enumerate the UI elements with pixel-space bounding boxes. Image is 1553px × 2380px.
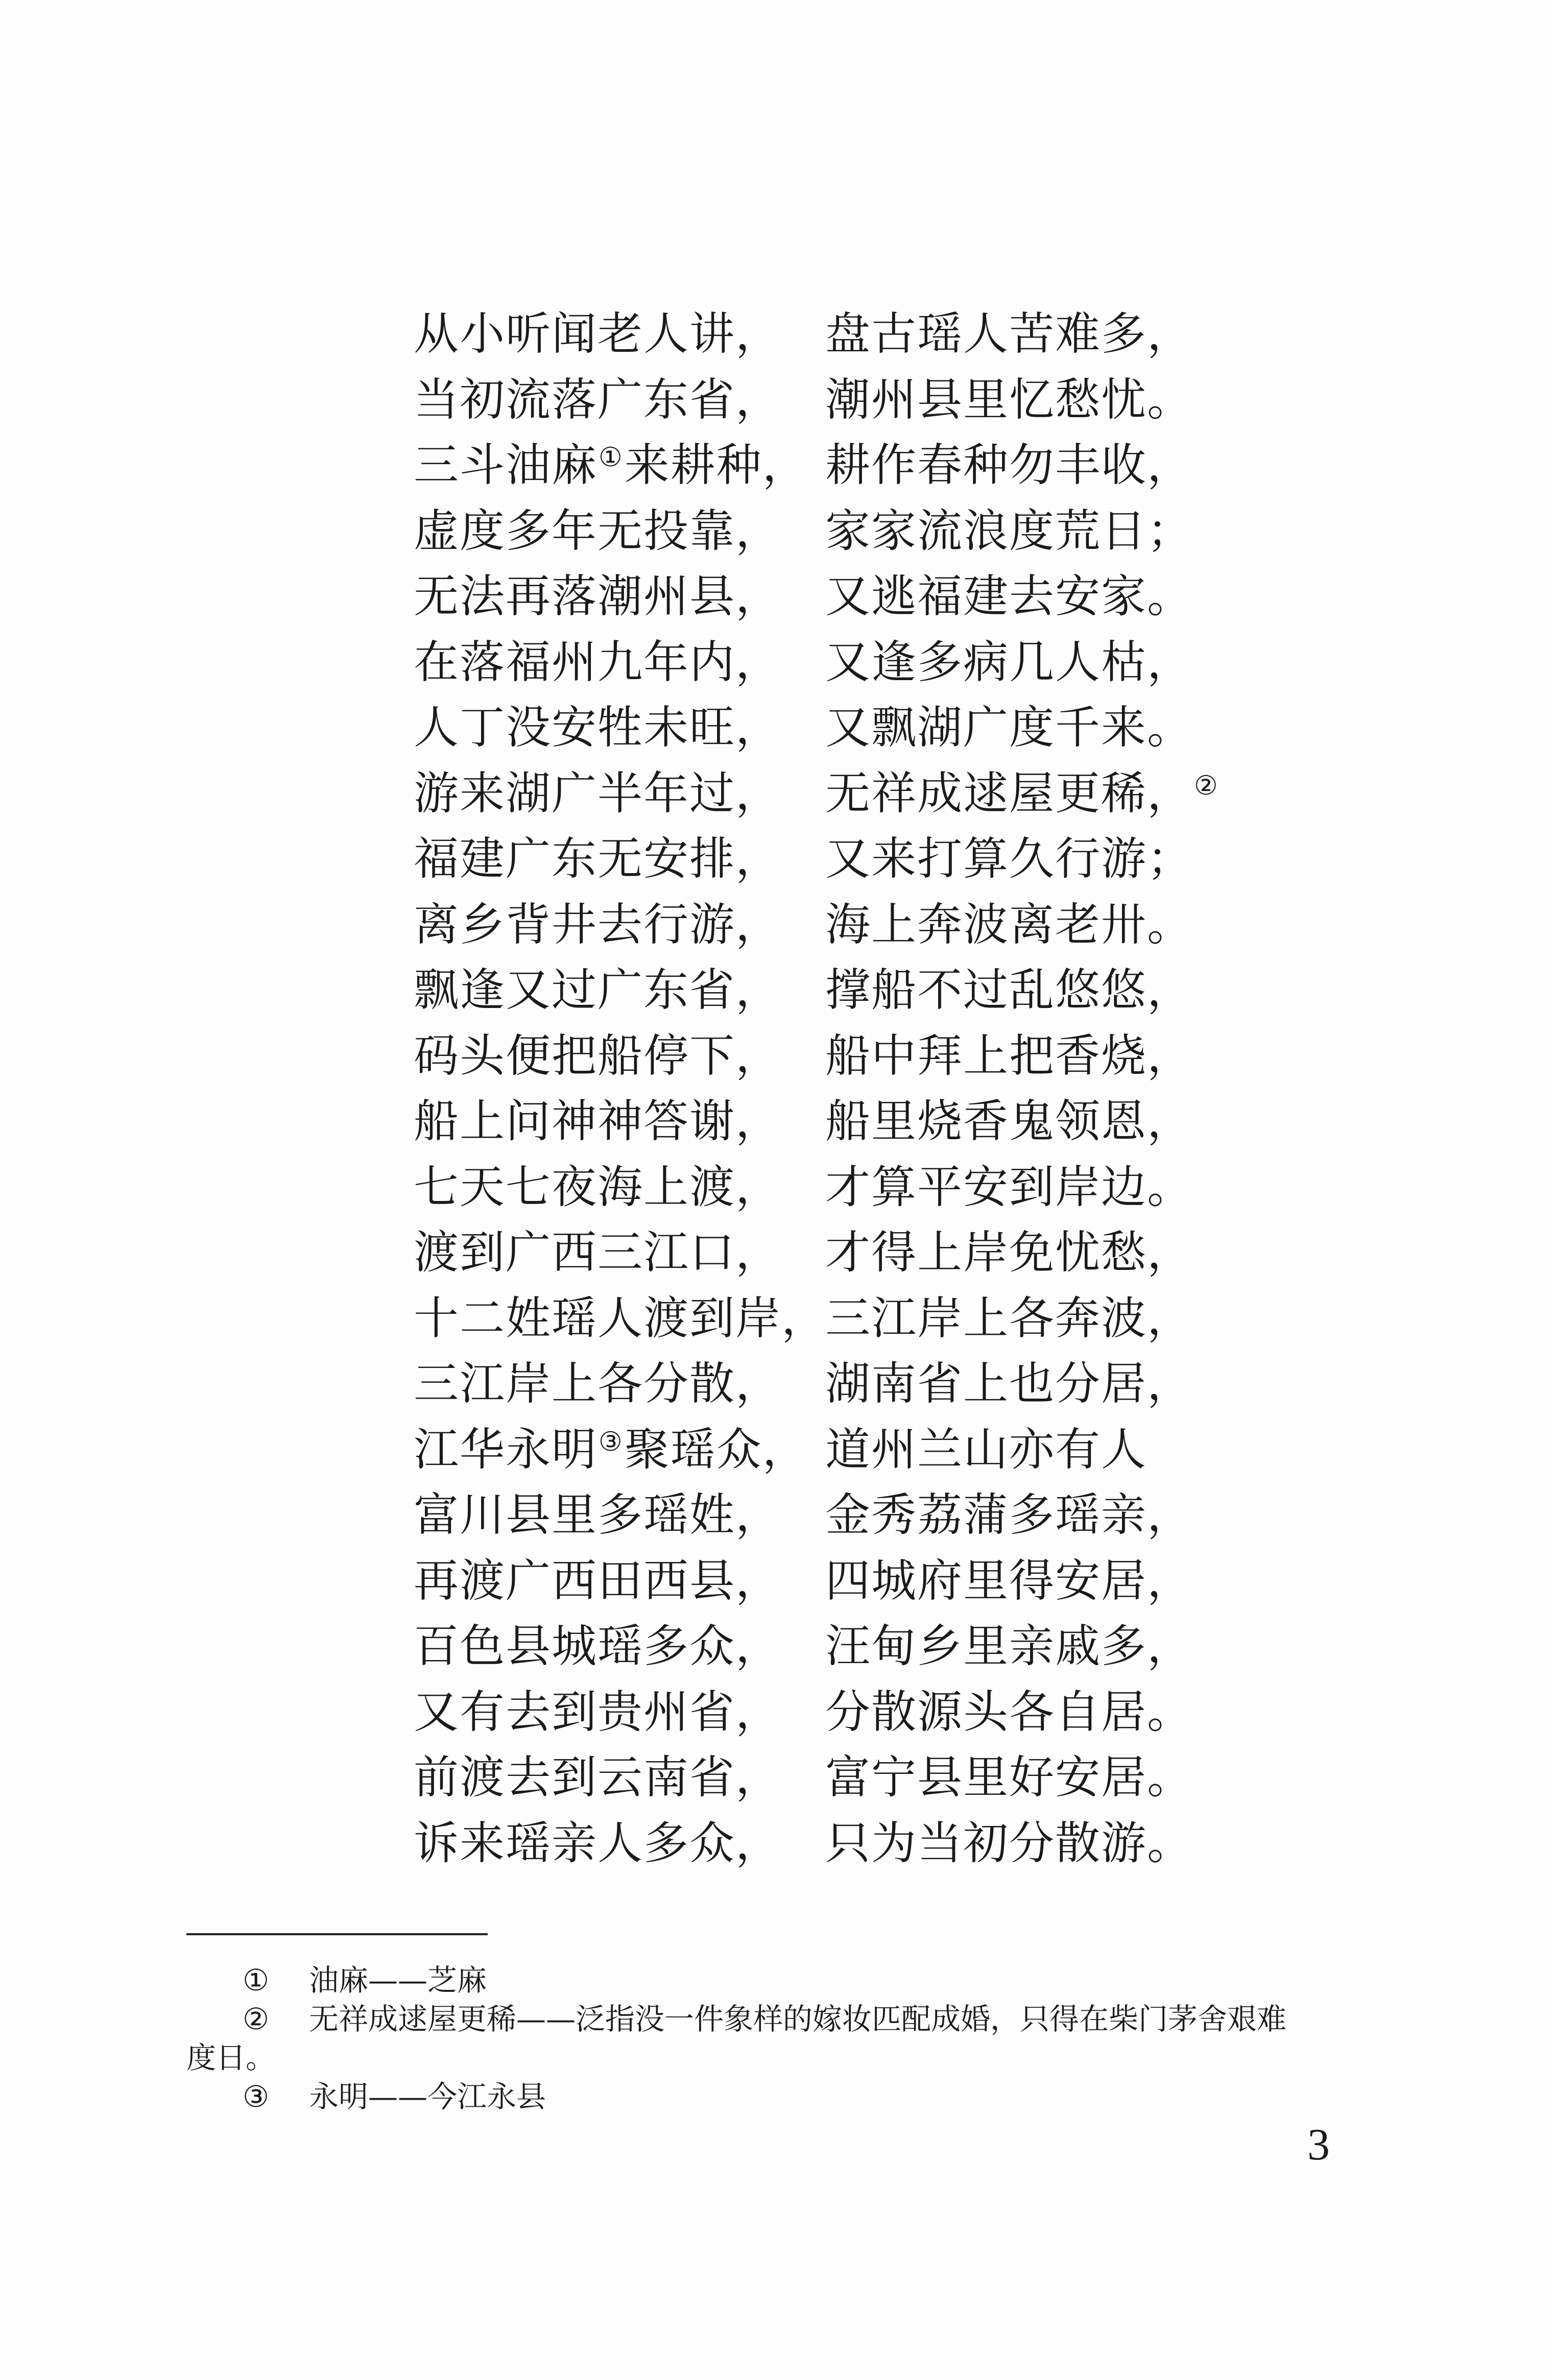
footnote-divider: [186, 1933, 488, 1935]
verse-right-line: 海上奔波离老卅。: [825, 898, 1193, 951]
verse-row: [414, 630, 1409, 695]
verse-row: [414, 957, 1409, 1023]
verse-row: [414, 1679, 1409, 1745]
verse-right-line: 才算平安到岸边。: [825, 1160, 1193, 1213]
verse-row: [414, 1482, 1409, 1548]
verse-left-line: 在落福州九年内，: [414, 635, 782, 688]
verse-text: 聚瑶众，: [624, 1423, 808, 1476]
verse-left-line: 虚度多年无投靠，: [414, 504, 782, 557]
footnote-number: ③: [243, 2079, 269, 2114]
verse-left-line: 又有去到贵州省，: [414, 1685, 782, 1738]
verse-left-line: 诉来瑶亲人多众，: [414, 1816, 782, 1869]
verse-row: [414, 1023, 1409, 1089]
verse-right-line: 耕作春种勿丰收，: [825, 439, 1193, 491]
verse-right-line: 撑船不过乱悠悠，: [825, 964, 1193, 1016]
footnote-number: ①: [243, 1963, 269, 1998]
verse-row: [414, 301, 1409, 367]
footnote-item: [186, 2077, 1397, 2116]
footnote-number: ②: [243, 2002, 269, 2036]
verse-row: [414, 1220, 1409, 1286]
verse-right-line: 家家流浪度荒日；: [825, 504, 1193, 557]
verse-right-line: 盘古瑶人苦难多，: [825, 307, 1193, 360]
verse-text: 无祥成逑屋更稀，: [825, 766, 1193, 820]
footnote-continuation: 度日。: [186, 2040, 276, 2075]
verse-left-line: 离乡背井去行游，: [414, 898, 782, 951]
verse-text: 来耕种，: [624, 439, 808, 491]
verse-left-line: 富川县里多瑶姓，: [414, 1488, 782, 1541]
verse-left-line: 从小听闻老人讲，: [414, 307, 782, 360]
footnote-marker: ③: [599, 1426, 624, 1457]
page-number: 3: [1307, 2120, 1330, 2170]
verse-row: [414, 761, 1409, 827]
verse-left-line: 三江岸上各分散，: [414, 1357, 782, 1410]
verse-left-line: 渡到广西三江口，: [414, 1226, 782, 1279]
verse-right-line: 四城府里得安居，: [825, 1554, 1193, 1607]
verse-row: [414, 826, 1409, 892]
verse-row: [414, 367, 1409, 433]
verse-right-line: 又飘湖广度千来。: [825, 701, 1193, 754]
verse-right-line: 又逢多病几人枯，: [825, 635, 1193, 688]
verse-right-line: 分散源头各自居。: [825, 1685, 1193, 1738]
verse-left-line: 福建广东无安排，: [414, 832, 782, 885]
verse-row: [414, 498, 1409, 564]
verse-row: [414, 1417, 1409, 1483]
verse-row: [414, 1548, 1409, 1614]
verse-left-line: 人丁没安牲未旺，: [414, 701, 782, 754]
verse-right-line: 才得上岸免忧愁，: [825, 1226, 1193, 1279]
verse-row: [414, 1286, 1409, 1352]
verse-left-line: [414, 1417, 808, 1483]
verse-left-line: 十二姓瑶人渡到岸，: [414, 1291, 828, 1344]
verse-left-line: 七天七夜海上渡，: [414, 1160, 782, 1213]
verse-right-line: [825, 761, 1220, 827]
verse-text: 三斗油麻: [414, 439, 598, 491]
verse-left-line: 游来湖广半年过，: [414, 766, 782, 820]
verse-row: [414, 892, 1409, 958]
verse-right-line: 又逃福建去安家。: [825, 570, 1193, 622]
footnote-item: [186, 1961, 1397, 2000]
verse-left-line: 飘逢又过广东省，: [414, 964, 782, 1016]
verse-row: [414, 1614, 1409, 1679]
verse-right-line: 道州兰山亦有人: [825, 1423, 1148, 1476]
poem-body: [414, 301, 1409, 1876]
verse-right-line: 三江岸上各奔波，: [825, 1291, 1193, 1344]
verse-row: [414, 432, 1409, 498]
verse-right-line: 富宁县里好安居。: [825, 1751, 1193, 1804]
verse-row: [414, 564, 1409, 630]
footnotes: [186, 1961, 1397, 2116]
verse-right-line: 只为当初分散游。: [825, 1816, 1193, 1869]
verse-right-line: 金秀荔蒲多瑶亲，: [825, 1488, 1193, 1541]
verse-left-line: 船上问神神答谢，: [414, 1095, 782, 1147]
verse-row: [414, 1811, 1409, 1877]
verse-left-line: 无法再落潮州县，: [414, 570, 782, 622]
footnote-item: [186, 2000, 1397, 2038]
verse-left-line: 当初流落广东省，: [414, 373, 782, 426]
verse-left-line: 百色县城瑶多众，: [414, 1620, 782, 1672]
verse-left-line: 再渡广西田西县，: [414, 1554, 782, 1607]
verse-text: 江华永明: [414, 1423, 598, 1476]
verse-left-line: 码头便把船停下，: [414, 1029, 782, 1082]
verse-right-line: 又来打算久行游；: [825, 832, 1193, 885]
verse-row: [414, 695, 1409, 761]
verse-row: [414, 1089, 1409, 1155]
verse-row: [414, 1351, 1409, 1417]
verse-row: [414, 1745, 1409, 1811]
verse-right-line: 潮州县里忆愁忧。: [825, 373, 1193, 426]
footnote-text: 永明——今江永县: [309, 2079, 546, 2114]
verse-row: [414, 1155, 1409, 1220]
verse-right-line: 船中拜上把香烧，: [825, 1029, 1193, 1082]
footnote-text: 油麻——芝麻: [309, 1963, 487, 1998]
verse-right-line: 湖南省上也分居，: [825, 1357, 1193, 1410]
footnote-marker: ②: [1194, 770, 1219, 801]
footnote-text: 无祥成逑屋更稀——泛指没一件象样的嫁妆匹配成婚，只得在柴门茅舍艰难: [309, 2002, 1287, 2036]
footnote-marker: ①: [599, 442, 624, 473]
verse-left-line: 前渡去到云南省，: [414, 1751, 782, 1804]
verse-right-line: 汪甸乡里亲戚多，: [825, 1620, 1193, 1672]
verse-right-line: 船里烧香鬼领恩，: [825, 1095, 1193, 1147]
verse-left-line: [414, 432, 808, 498]
